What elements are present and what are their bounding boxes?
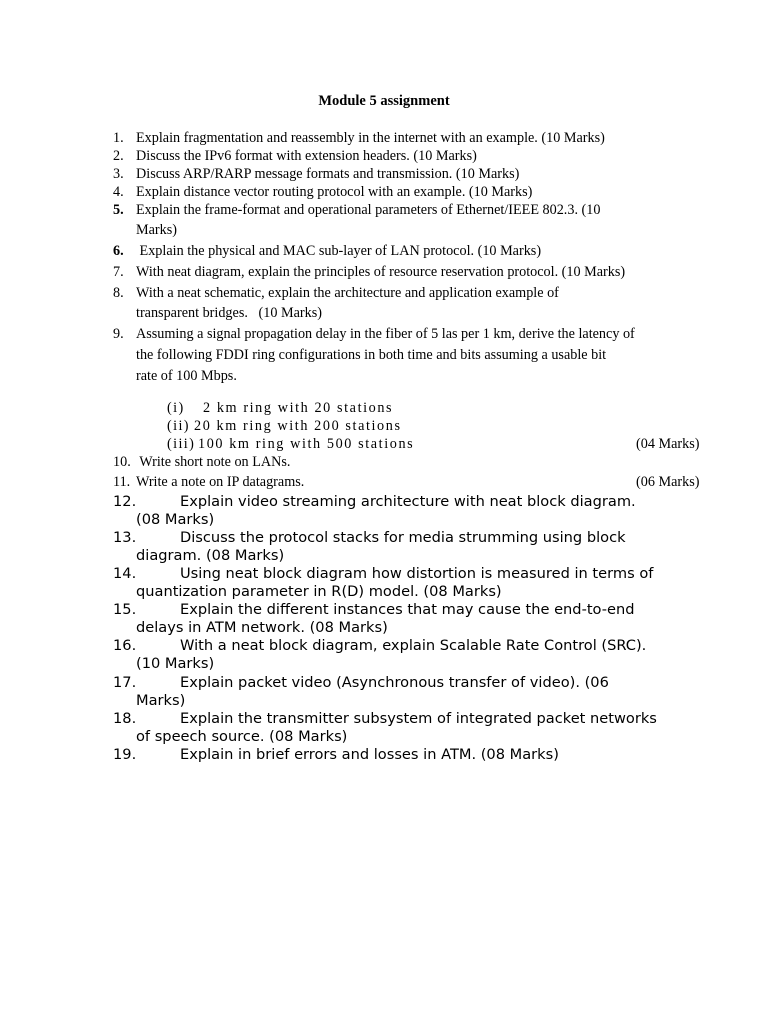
item-text-continued: Marks) (136, 692, 186, 709)
item-text-continued: transparent bridges. (10 Marks) (136, 305, 322, 321)
item-text: Write short note on LANs. (136, 454, 291, 470)
item-number: 18. (113, 710, 137, 727)
sub-item-text: 20 km ring with 200 stations (194, 418, 402, 434)
item-number: 17. (113, 674, 137, 691)
item-number: 19. (113, 746, 137, 763)
item-text: Explain the physical and MAC sub-layer of LAN protocol. (10 Marks) (136, 243, 542, 259)
marks-label: (04 Marks) (636, 436, 700, 452)
item-text-continued: the following FDDI ring configurations in both time and bits assuming a usable bit (136, 347, 607, 363)
sub-item-text: 2 km ring with 20 stations (203, 400, 394, 416)
item-text: Explain the different instances that may cause the end-to-end (180, 601, 635, 618)
item-text: With a neat block diagram, explain Scalable Rate Control (SRC). (180, 637, 647, 654)
item-text: Explain packet video (Asynchronous transfer of video). (06 (180, 674, 609, 691)
sub-item-label: (i) (167, 400, 185, 416)
sub-item-label: (iii) (167, 436, 196, 452)
item-number: 3. (113, 166, 124, 182)
item-number: 8. (113, 285, 124, 301)
item-text-continued: (08 Marks) (136, 511, 215, 528)
item-text: Discuss the protocol stacks for media strumming using block (180, 529, 626, 546)
item-number: 12. (113, 493, 137, 510)
item-text-continued: of speech source. (08 Marks) (136, 728, 348, 745)
item-number: 4. (113, 184, 124, 200)
item-number: 13. (113, 529, 137, 546)
item-number: 16. (113, 637, 137, 654)
item-text: Explain fragmentation and reassembly in the internet with an example. (10 Marks) (136, 130, 605, 146)
item-text: With neat diagram, explain the principles of resource reservation protocol. (10 Marks) (136, 264, 626, 280)
sub-item-text: 100 km ring with 500 stations (198, 436, 415, 452)
item-text: Explain video streaming architecture with neat block diagram. (180, 493, 636, 510)
item-number: 15. (113, 601, 137, 618)
item-number: 11. (113, 474, 131, 490)
item-text: Discuss ARP/RARP message formats and transmission. (10 Marks) (136, 166, 520, 182)
item-text: Explain distance vector routing protocol with an example. (10 Marks) (136, 184, 533, 200)
item-text: With a neat schematic, explain the architecture and application example of (136, 285, 559, 301)
item-text: Explain in brief errors and losses in ATM. (08 Marks) (180, 746, 559, 763)
item-number: 9. (113, 326, 124, 342)
item-number: 6. (113, 243, 124, 259)
item-text: Write a note on IP datagrams. (136, 474, 305, 490)
item-number: 7. (113, 264, 124, 280)
item-text: Assuming a signal propagation delay in the fiber of 5 las per 1 km, derive the latency of (136, 326, 635, 342)
marks-label: (06 Marks) (636, 474, 700, 490)
item-number: 1. (113, 130, 124, 146)
item-text-continued: Marks) (136, 222, 177, 238)
item-number: 10. (113, 454, 131, 470)
item-text-continued: delays in ATM network. (08 Marks) (136, 619, 388, 636)
item-text: Discuss the IPv6 format with extension headers. (10 Marks) (136, 148, 477, 164)
item-number: 14. (113, 565, 137, 582)
item-text: Explain the frame-format and operational parameters of Ethernet/IEEE 802.3. (10 (136, 202, 601, 218)
item-text-continued: (10 Marks) (136, 655, 215, 672)
item-text-continued: diagram. (08 Marks) (136, 547, 285, 564)
item-text-continued: quantization parameter in R(D) model. (08 Marks) (136, 583, 502, 600)
item-number: 5. (113, 202, 124, 218)
document-title: Module 5 assignment (318, 93, 450, 109)
item-text-continued: rate of 100 Mbps. (136, 368, 237, 384)
sub-item-label: (ii) (167, 418, 190, 434)
item-text: Explain the transmitter subsystem of integrated packet networks (180, 710, 657, 727)
item-text: Using neat block diagram how distortion is measured in terms of (180, 565, 654, 582)
item-number: 2. (113, 148, 124, 164)
